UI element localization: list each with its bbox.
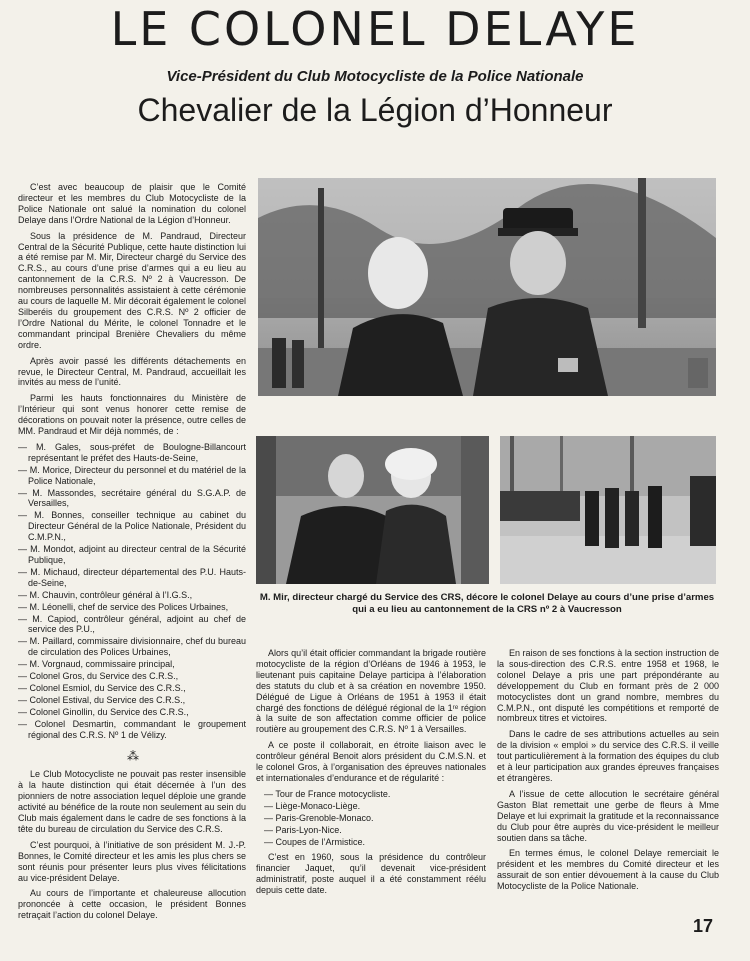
dignitaries-list <box>18 442 246 741</box>
paragraph: Parmi les hauts fonctionnaires du Ministère de l’Intérieur qui sont venus honorer cette remise de décorations on pouvait noter la présence, outre celles de MM. Pandraud et Mir déjà nommés, de : <box>18 393 246 437</box>
list-item: — M. Paillard, commissaire divisionnaire, chef du bureau de circulation des Polices Urbaines, <box>18 636 246 658</box>
paragraph: A l’issue de cette allocution le secrétaire général Gaston Blat remettait une gerbe de fleurs à Mme Delaye et lui exprimait la gratitude et la reconnaissance du Club pour être auprès du vice-président le meilleur soutien dans sa tâche. <box>497 788 719 843</box>
list-item: — Paris-Lyon-Nice. <box>264 825 486 836</box>
list-item: — M. Capiod, contrôleur général, adjoint au chef de service des P.U., <box>18 614 246 636</box>
paragraph: C’est avec beaucoup de plaisir que le Comité directeur et les membres du Club Motocycliste de la Police Nationale ont salué la nomination du colonel Delaye dans l’Ordre National de la Légion d’Honneur. <box>18 182 246 225</box>
list-item: — Tour de France motocycliste. <box>264 789 486 800</box>
article-subtitle: Vice-Président du Club Motocycliste de la Police Nationale <box>166 68 584 85</box>
paragraph: Dans le cadre de ses attributions actuelles au sein de la division « emploi » du service des C.R.S. il veille tout particulièrement à la formation des équipes du club et à leur participation aux grandes épreuves françaises et étrangères. <box>497 729 719 783</box>
article-title: LE COLONEL DELAYE <box>110 2 640 56</box>
list-item: — Liège-Monaco-Liège. <box>264 801 486 812</box>
paragraph: En raison de ses fonctions à la section instruction de la sous-direction des C.R.S. entre 1958 et 1968, le colonel Delaye a pris une part prépondérante au développement du Club en formant près de 2 000 motocyclistes dont un grand nombre, membres du C.M.P.N., ont disputé les compétitions et remporté de nombreux titres et victoires. <box>497 648 719 724</box>
paragraph: Alors qu’il était officier commandant la brigade routière motocycliste de la région d’Orléans de 1946 à 1953, le lieutenant puis capitaine Delaye participa à l’élaboration des statuts du club et à sa création en novembre 1950. Délégué de Ligue à Orléans de 1951 à 1953 il était chargé des fonctions de délégué régional de la 1ʳᵉ région à la suite de son affectation comme officier de police routière au groupement des C.R.S. Nº 1 à Versailles. <box>256 648 486 735</box>
left-text-column <box>18 182 246 926</box>
events-list <box>256 789 486 848</box>
paragraph: Le Club Motocycliste ne pouvait pas rester insensible à la haute distinction qui était décernée à l’un des pionniers de notre association lequel déploie une grande activité au bénéfice de la route non seulement au sein du Club mais également dans le cadre de ses fonctions à la tête du bureau de circulation du Service des C.R.S. <box>18 769 246 834</box>
list-item: — Paris-Grenoble-Monaco. <box>264 813 486 824</box>
list-item: — M. Mondot, adjoint au directeur central de la Sécurité Publique, <box>18 544 246 566</box>
list-item: — Colonel Esmiol, du Service des C.R.S., <box>18 683 246 694</box>
list-item: — M. Massondes, secrétaire général du S.G.A.P. de Versailles, <box>18 488 246 510</box>
list-item: — M. Chauvin, contrôleur général à l’I.G.S., <box>18 590 246 601</box>
list-item: — Colonel Estival, du Service des C.R.S., <box>18 695 246 706</box>
list-item: — M. Vorgnaud, commissaire principal, <box>18 659 246 670</box>
list-item: — M. Bonnes, conseiller technique au cabinet du Directeur Général de la Police Nationale, Président du C.M.P.N., <box>18 510 246 543</box>
photo-troop-review <box>500 436 716 584</box>
list-item: — Colonel Gros, du Service des C.R.S., <box>18 671 246 682</box>
photo-caption: M. Mir, directeur chargé du Service des CRS, décore le colonel Delaye au cours d’une prise d’armes qui a eu lieu au cantonnement de la CRS nº 2 à Vaucresson <box>259 592 715 615</box>
paragraph: En termes émus, le colonel Delaye remerciait le président et les membres du Comité directeur et les assurait de son entier dévouement à la cause du Club Motocycliste de la Police Nationale. <box>497 848 719 892</box>
list-item: — M. Morice, Directeur du personnel et du matériel de la Police Nationale, <box>18 465 246 487</box>
list-item: — Colonel Ginollin, du Service des C.R.S., <box>18 707 246 718</box>
section-ornament: ⁂ <box>127 748 137 763</box>
paragraph: C’est en 1960, sous la présidence du contrôleur financier Jaquet, qu’il devenait vice-président administratif, poste auquel il a été constamment réélu depuis cette date. <box>256 852 486 896</box>
list-item: — Colonel Desmartin, commandant le groupement régional des C.R.S. Nº 1 de Vélizy. <box>18 719 246 741</box>
article-headline: Chevalier de la Légion d’Honneur <box>137 92 613 128</box>
paragraph: Sous la présidence de M. Pandraud, Directeur Central de la Sécurité Publique, cette haute distinction lui a été remise par M. Mir, Directeur chargé du Service des C.R.S., au cours d’une prise d’armes qui a eu lieu au cantonnement de la C.R.S. Nº 2 à Vaucresson. De nombreuses personnalités assistaient à cette cérémonie au cours de laquelle M. Mir décorait également le colonel Silberéis du groupement des C.R.S. Nº 2 officier de l’Ordre National du Mérite, le colonel Tonnadre et le commandant principal Brenière Chevaliers du même ordre. <box>18 230 246 350</box>
list-item: — M. Gales, sous-préfet de Boulogne-Billancourt représentant le préfet des Hauts-de-Seine, <box>18 442 246 464</box>
middle-text-column <box>256 648 486 901</box>
list-item: — M. Michaud, directeur départemental des P.U. Hauts-de-Seine, <box>18 567 246 589</box>
paragraph: A ce poste il collaborait, en étroite liaison avec le contrôleur général Benoit alors président du C.M.S.N. et le colonel Gros, à l’organisation des épreuves nationales et internationales d’endurance et de régularité : <box>256 740 486 783</box>
right-text-column <box>497 648 719 897</box>
paragraph: C’est pourquoi, à l’initiative de son président M. J.-P. Bonnes, le Comité directeur et les amis les plus chers se sont réunis pour présenter leurs plus vives félicitations au vice-président Delaye. <box>18 839 246 883</box>
page-number: 17 <box>693 916 714 936</box>
list-item: — M. Léonelli, chef de service des Polices Urbaines, <box>18 602 246 613</box>
photo-decoration-ceremony <box>258 178 716 396</box>
photo-colonel-and-wife <box>256 436 489 584</box>
list-item: — Coupes de l’Armistice. <box>264 837 486 848</box>
paragraph: Après avoir passé les différents détachements en revue, le Directeur Central, M. Pandraud, accueillait les invités au mess de l’unité. <box>18 355 246 388</box>
paragraph: Au cours de l’importante et chaleureuse allocution prononcée à cette occasion, le président Bonnes retraçait l’action du colonel Delaye. <box>18 888 246 921</box>
